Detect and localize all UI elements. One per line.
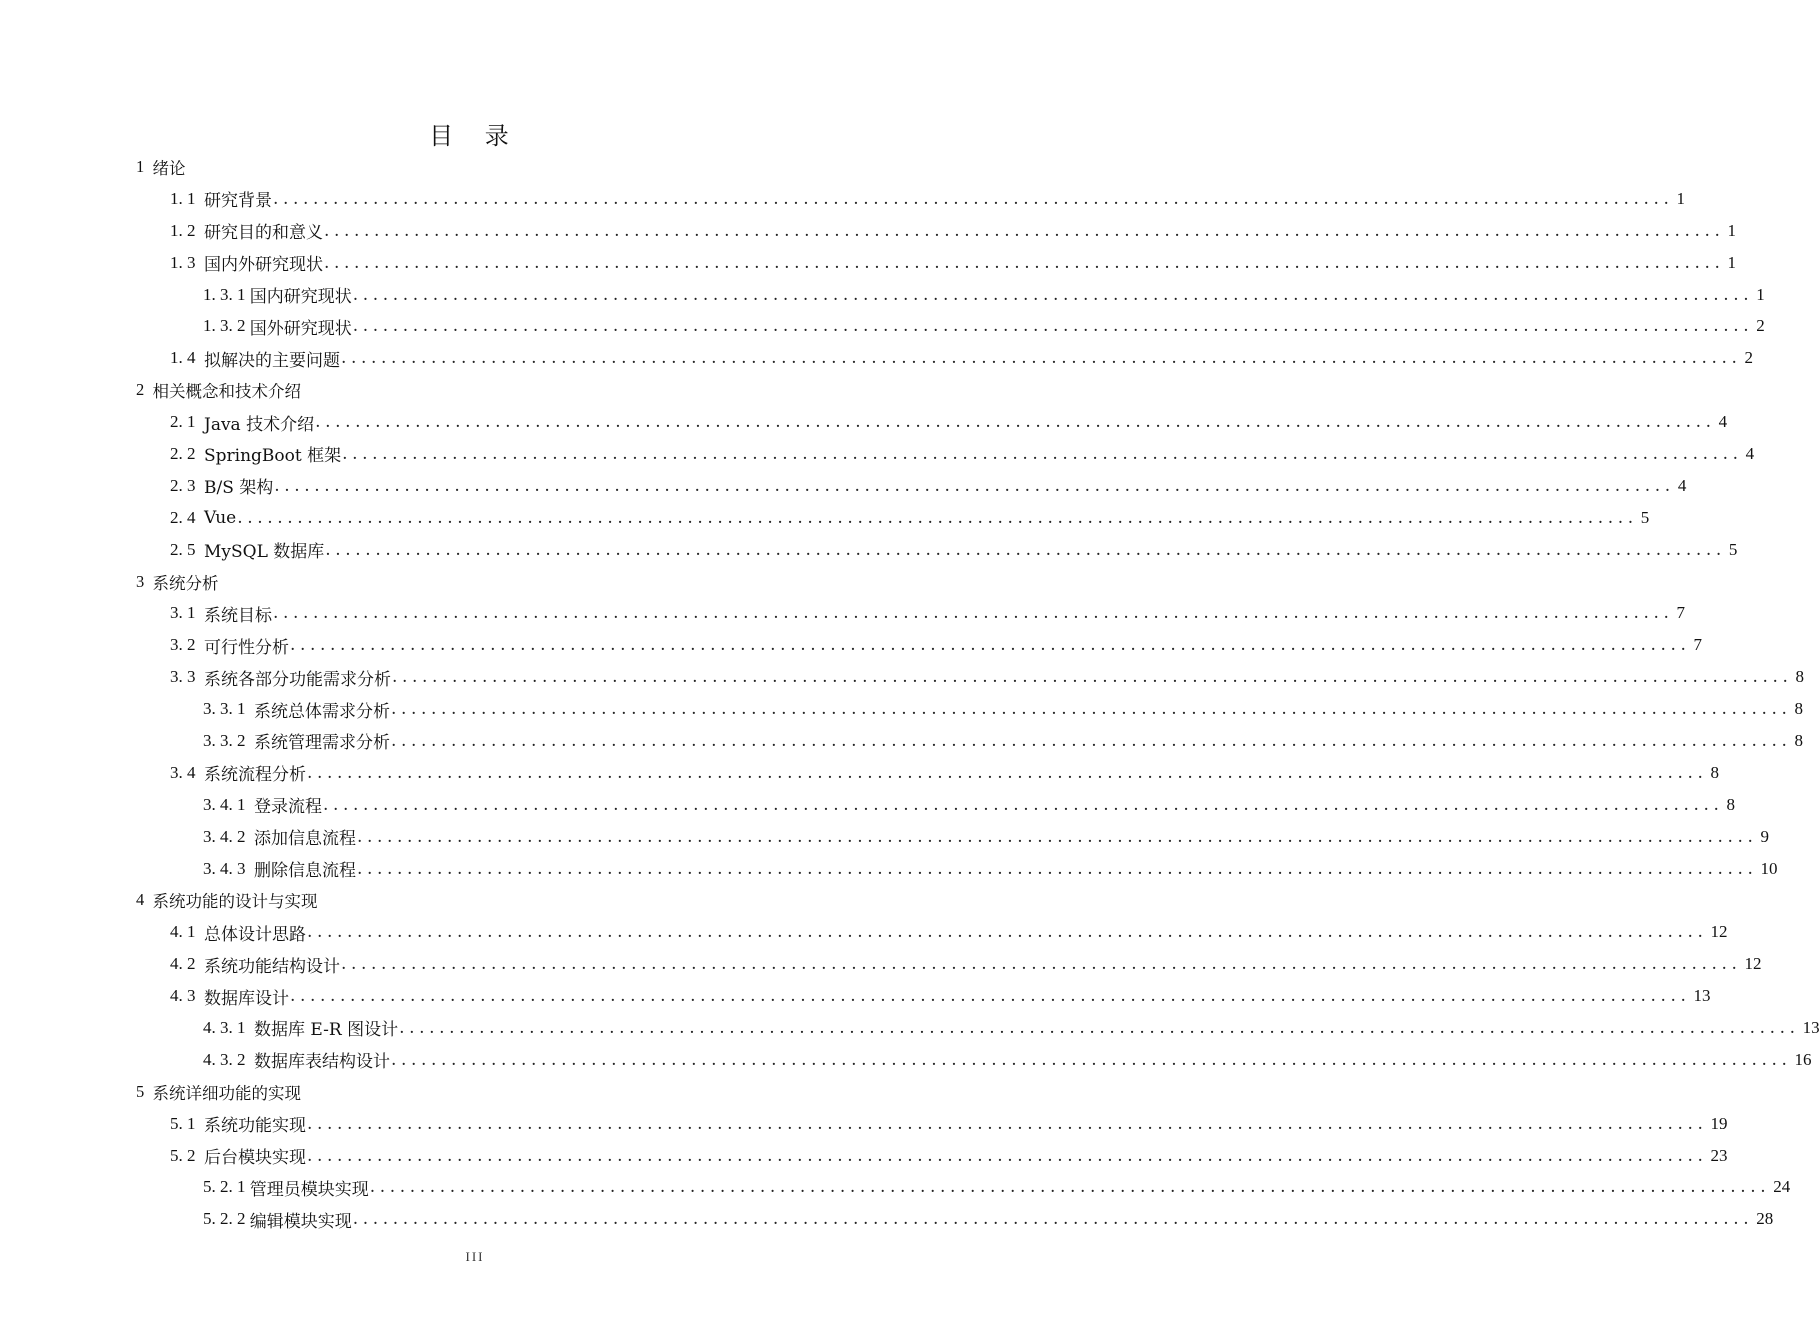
toc-entry-page: 16	[1794, 1049, 1812, 1069]
page-title: 目 录	[429, 122, 521, 150]
toc-entry-title: 删除信息流程	[254, 861, 356, 882]
toc-entry[interactable]	[0, 1172, 1791, 1204]
toc-entry[interactable]	[0, 470, 1687, 502]
toc-entry-number: 5. 2. 1	[203, 1177, 250, 1197]
toc-dot-leader: ............................................................................................................................................	[307, 922, 1708, 943]
toc-entry-number: 1. 3. 1	[203, 284, 250, 304]
toc-entry-page: 5	[1728, 539, 1738, 559]
toc-entry-number: 1. 1	[170, 188, 204, 208]
toc-entry-title: Vue	[204, 507, 237, 528]
toc-dot-leader: ............................................................................................................................................	[357, 826, 1758, 847]
toc-entry[interactable]	[0, 629, 1703, 661]
toc-entry-number: 3. 1	[170, 603, 204, 623]
toc-dot-leader: ............................................................................................................................................	[307, 762, 1708, 783]
toc-dot-leader: ............................................................................................................................................	[315, 412, 1716, 433]
toc-dot-leader: ............................................................................................................................................	[391, 730, 1792, 751]
toc-entry-title: 数据库表结构设计	[254, 1052, 390, 1073]
toc-entry-title: 系统功能实现	[204, 1116, 306, 1137]
toc-entry-page: 8	[1794, 699, 1804, 719]
toc-entry-number: 2. 1	[170, 412, 204, 432]
toc-entry-page: 28	[1756, 1209, 1774, 1229]
toc-entry-number: 4. 3. 1	[203, 1017, 254, 1037]
toc-entry-page: 1	[1676, 188, 1686, 208]
toc-entry[interactable]	[0, 821, 1770, 853]
toc-dot-leader: ............................................................................................................................................	[237, 507, 1638, 528]
toc-entry-title: B/S 架构	[204, 478, 274, 499]
toc-entry-page: 8	[1794, 730, 1804, 750]
toc-entry-title: 国内研究现状	[249, 287, 352, 307]
toc-entry-number: 3. 3. 1	[203, 699, 254, 719]
toc-dot-leader: ............................................................................................................................................	[352, 1209, 1754, 1230]
toc-entry[interactable]	[0, 183, 1686, 215]
toc-dot-leader: ............................................................................................................................................	[325, 539, 1726, 560]
toc-entry-page: 8	[1710, 762, 1720, 782]
toc-dot-leader: ............................................................................................................................................	[307, 1145, 1708, 1166]
toc-entry[interactable]	[0, 342, 1754, 374]
toc-entry-page: 5	[1640, 507, 1650, 527]
toc-entry-page: 8	[1795, 667, 1805, 687]
toc-entry[interactable]	[0, 597, 1686, 629]
toc-entry-title: 数据库 E-R 图设计	[254, 1020, 399, 1041]
toc-dot-leader: ............................................................................................................................................	[273, 188, 1674, 209]
toc-entry[interactable]	[0, 1203, 1774, 1235]
toc-entry-number: 3. 4. 1	[203, 794, 254, 814]
toc-dot-leader: ............................................................................................................................................	[324, 252, 1725, 273]
toc-entry-number: 4	[136, 890, 153, 910]
toc-entry[interactable]	[0, 502, 1650, 534]
toc-entry-number: 2. 3	[170, 475, 204, 495]
toc-dot-leader: ............................................................................................................................................	[357, 858, 1758, 879]
toc-entry-page: 4	[1745, 443, 1755, 463]
toc-dot-leader: ............................................................................................................................................	[341, 954, 1742, 975]
toc-entry-title: 编辑模块实现	[249, 1211, 352, 1232]
toc-dot-leader: ............................................................................................................................................	[352, 316, 1754, 337]
toc-entry-page: 1	[1727, 220, 1737, 240]
toc-entry[interactable]	[0, 215, 1737, 247]
toc-entry-number: 3	[136, 571, 153, 591]
toc-entry-title: 后台模块实现	[204, 1148, 306, 1169]
toc-entry[interactable]	[0, 566, 950, 598]
toc-entry[interactable]	[0, 1108, 1728, 1140]
toc-entry-page: 10	[1760, 858, 1778, 878]
toc-entry-number: 1. 2	[170, 220, 204, 240]
toc-entry-number: 4. 2	[170, 954, 204, 974]
page-number-footer: III	[465, 1249, 485, 1264]
toc-entry[interactable]	[0, 438, 1755, 470]
toc-entry-number: 4. 3	[170, 986, 204, 1006]
toc-entry-page: 4	[1718, 412, 1728, 432]
toc-entry-page: 4	[1677, 475, 1687, 495]
toc-entry[interactable]	[0, 374, 950, 406]
toc-entry-number: 4. 3. 2	[203, 1049, 254, 1069]
toc-entry-number: 3. 4	[170, 762, 204, 782]
toc-entry-title: 研究背景	[204, 191, 272, 212]
toc-dot-leader: ............................................................................................................................................	[342, 443, 1743, 464]
toc-entry-page: 1	[1756, 284, 1765, 304]
toc-entry-page: 8	[1726, 794, 1736, 814]
toc-entry-title: 相关概念和技术介绍	[152, 382, 301, 402]
toc-dot-leader: ............................................................................................................................................	[307, 1113, 1708, 1134]
toc-dot-leader: ............................................................................................................................................	[290, 986, 1691, 1007]
toc-entry-title: 拟解决的主要问题	[204, 350, 340, 371]
toc-entry-title: 绪论	[152, 158, 186, 178]
toc-dot-leader: ............................................................................................................................................	[290, 635, 1691, 656]
toc-entry-title: 系统各部分功能需求分析	[204, 669, 391, 690]
toc-entry[interactable]	[0, 1076, 950, 1108]
toc-entry-number: 5. 2. 2	[203, 1209, 250, 1229]
toc-entry-number: 4. 1	[170, 922, 204, 942]
toc-entry-page: 24	[1773, 1177, 1791, 1197]
toc-entry[interactable]	[0, 310, 1765, 342]
toc-entry[interactable]	[0, 853, 1778, 885]
toc-entry-number: 1. 3. 2	[203, 316, 250, 336]
toc-entry-page: 12	[1744, 954, 1762, 974]
toc-entry[interactable]	[0, 1044, 1812, 1076]
toc-entry-page: 19	[1710, 1113, 1728, 1133]
toc-entry[interactable]	[0, 884, 950, 916]
toc-entry-number: 3. 3. 2	[203, 730, 254, 750]
toc-entry[interactable]	[0, 916, 1728, 948]
toc-entry-title: 可行性分析	[204, 637, 289, 658]
toc-dot-leader: ............................................................................................................................................	[274, 475, 1675, 496]
toc-entry-title: 系统详细功能的实现	[152, 1083, 301, 1103]
toc-entry-title: Java 技术介绍	[204, 414, 315, 435]
toc-dot-leader: ............................................................................................................................................	[369, 1177, 1771, 1198]
toc-entry-page: 1	[1727, 252, 1737, 272]
toc-dot-leader: ............................................................................................................................................	[341, 348, 1742, 369]
toc-dot-leader: ............................................................................................................................................	[392, 667, 1793, 688]
toc-entry[interactable]	[0, 661, 1805, 693]
toc-entry-number: 5	[136, 1081, 153, 1101]
toc-dot-leader: ............................................................................................................................................	[273, 603, 1674, 624]
toc-entry[interactable]	[0, 534, 1738, 566]
toc-entry-number: 3. 2	[170, 635, 204, 655]
toc-entry-title: 总体设计思路	[204, 924, 306, 945]
toc-entry-title: 系统流程分析	[204, 765, 306, 786]
toc-entry-number: 1	[136, 156, 153, 176]
toc-entry-title: 添加信息流程	[254, 829, 356, 850]
toc-entry-page: 7	[1676, 603, 1686, 623]
toc-entry-title: SpringBoot 框架	[204, 446, 342, 467]
toc-entry-title: 管理员模块实现	[249, 1179, 369, 1200]
toc-entry-number: 2. 2	[170, 443, 204, 463]
toc-entry[interactable]	[0, 693, 1804, 725]
toc-entry[interactable]	[0, 789, 1736, 821]
toc-entry[interactable]	[0, 980, 1711, 1012]
toc-entry-page: 7	[1693, 635, 1703, 655]
toc-entry-page: 12	[1710, 922, 1728, 942]
toc-entry-number: 5. 2	[170, 1145, 204, 1165]
toc-entry-title: 国内外研究现状	[204, 255, 323, 276]
toc-entry-page: 2	[1756, 316, 1765, 336]
toc-entry[interactable]	[0, 247, 1737, 279]
toc-entry[interactable]	[0, 279, 1765, 311]
toc-entry-title: 研究目的和意义	[204, 223, 323, 244]
toc-entry[interactable]	[0, 1012, 1820, 1044]
toc-entry-number: 3. 3	[170, 667, 204, 687]
toc-entry-page: 9	[1760, 826, 1770, 846]
toc-entry-title: 系统总体需求分析	[254, 701, 390, 722]
toc-dot-leader: ............................................................................................................................................	[352, 284, 1754, 305]
toc-entry-number: 1. 3	[170, 252, 204, 272]
toc-entry-title: 系统功能的设计与实现	[152, 892, 318, 912]
toc-entry-title: 系统功能结构设计	[204, 956, 340, 977]
toc-entry[interactable]	[0, 1140, 1728, 1172]
toc-entry-number: 3. 4. 3	[203, 858, 254, 878]
toc-dot-leader: ............................................................................................................................................	[323, 794, 1724, 815]
toc-entry-title: 系统分析	[152, 573, 219, 593]
toc-dot-leader: ............................................................................................................................................	[391, 699, 1792, 720]
table-of-contents	[0, 151, 1820, 1235]
toc-entry-title: MySQL 数据库	[204, 542, 325, 563]
toc-entry[interactable]	[0, 406, 1728, 438]
toc-entry-page: 2	[1744, 348, 1754, 368]
toc-entry-title: 系统管理需求分析	[254, 733, 390, 754]
toc-entry-page: 13	[1693, 986, 1711, 1006]
toc-entry-number: 5. 1	[170, 1113, 204, 1133]
toc-dot-leader: ............................................................................................................................................	[391, 1049, 1792, 1070]
toc-entry[interactable]	[0, 725, 1804, 757]
toc-dot-leader: ............................................................................................................................................	[399, 1017, 1800, 1038]
toc-entry[interactable]	[0, 948, 1762, 980]
toc-entry[interactable]	[0, 151, 950, 183]
toc-entry-number: 2. 5	[170, 539, 204, 559]
toc-entry-title: 数据库设计	[204, 988, 289, 1009]
toc-dot-leader: ............................................................................................................................................	[324, 220, 1725, 241]
toc-entry-number: 3. 4. 2	[203, 826, 254, 846]
toc-entry[interactable]	[0, 757, 1720, 789]
toc-entry-title: 登录流程	[254, 797, 322, 818]
toc-entry-page: 13	[1802, 1017, 1820, 1037]
toc-entry-title: 系统目标	[204, 605, 272, 626]
toc-entry-number: 1. 4	[170, 348, 204, 368]
toc-entry-number: 2	[136, 380, 153, 400]
toc-entry-number: 2. 4	[170, 507, 204, 527]
toc-entry-page: 23	[1710, 1145, 1728, 1165]
toc-entry-title: 国外研究现状	[249, 318, 352, 339]
